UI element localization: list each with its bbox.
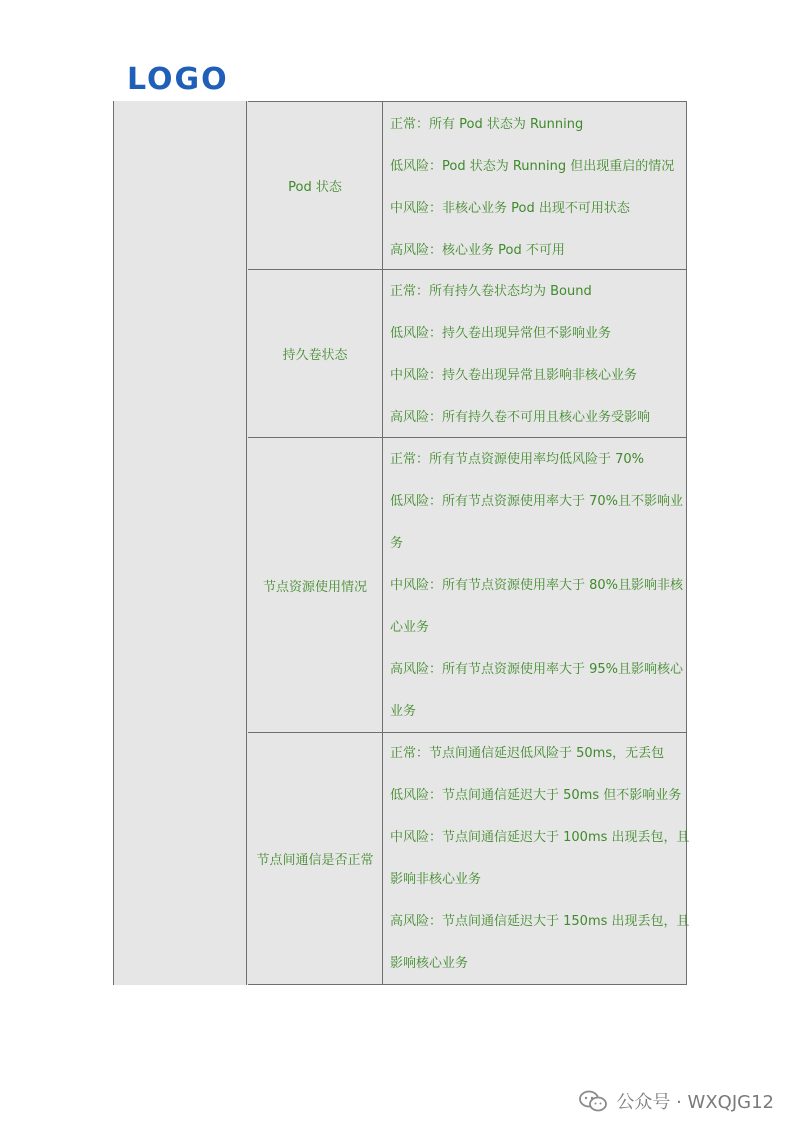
table-row bbox=[248, 733, 690, 985]
risk-table bbox=[113, 101, 690, 985]
detail-line: 高风险：核心业务 Pod 不可用 bbox=[390, 243, 565, 258]
wechat-icon bbox=[578, 1089, 608, 1113]
detail-line: 中风险：非核心业务 Pod 出现不可用状态 bbox=[390, 201, 630, 216]
detail-line: 高风险：所有持久卷不可用且核心业务受影响 bbox=[390, 410, 651, 425]
logo: LOGO bbox=[127, 62, 229, 97]
row-details bbox=[390, 438, 684, 732]
detail-line: 正常：所有 Pod 状态为 Running bbox=[390, 117, 584, 132]
detail-line: 心业务 bbox=[390, 620, 430, 635]
detail-line: 正常：所有节点资源使用率均低风险于 70% bbox=[390, 452, 645, 467]
watermark bbox=[578, 1088, 774, 1114]
detail-line: 影响核心业务 bbox=[390, 956, 469, 971]
detail-line: 正常：所有持久卷状态均为 Bound bbox=[390, 284, 592, 299]
row-label: 节点间通信是否正常 bbox=[248, 733, 383, 984]
row-details bbox=[390, 102, 680, 269]
detail-line: 业务 bbox=[390, 704, 417, 719]
table-row bbox=[248, 101, 687, 270]
table-row bbox=[248, 438, 687, 733]
row-label: Pod 状态 bbox=[248, 102, 383, 269]
row-label: 节点资源使用情况 bbox=[248, 438, 383, 732]
row-label: 持久卷状态 bbox=[248, 270, 383, 437]
detail-line: 中风险：节点间通信延迟大于 100ms 出现丢包，且 bbox=[390, 830, 690, 845]
detail-line: 高风险：所有节点资源使用率大于 95%且影响核心 bbox=[390, 662, 684, 677]
watermark-text: 公众号 · WXQJG12 bbox=[616, 1092, 774, 1113]
row-details bbox=[390, 270, 680, 437]
detail-line: 低风险：持久卷出现异常但不影响业务 bbox=[390, 326, 612, 341]
detail-line: 正常：节点间通信延迟低风险于 50ms，无丢包 bbox=[390, 746, 665, 761]
detail-line: 中风险：持久卷出现异常且影响非核心业务 bbox=[390, 368, 638, 383]
detail-line: 高风险：节点间通信延迟大于 150ms 出现丢包，且 bbox=[390, 914, 690, 929]
detail-line: 低风险：Pod 状态为 Running 但出现重启的情况 bbox=[390, 159, 675, 174]
detail-line: 中风险：所有节点资源使用率大于 80%且影响非核 bbox=[390, 578, 684, 593]
detail-line: 低风险：节点间通信延迟大于 50ms 但不影响业务 bbox=[390, 788, 682, 803]
detail-line: 影响非核心业务 bbox=[390, 872, 482, 887]
category-column bbox=[113, 101, 247, 985]
detail-line: 低风险：所有节点资源使用率大于 70%且不影响业 bbox=[390, 494, 684, 509]
row-details bbox=[390, 733, 690, 984]
detail-line: 务 bbox=[390, 536, 404, 551]
table-row bbox=[248, 270, 687, 438]
